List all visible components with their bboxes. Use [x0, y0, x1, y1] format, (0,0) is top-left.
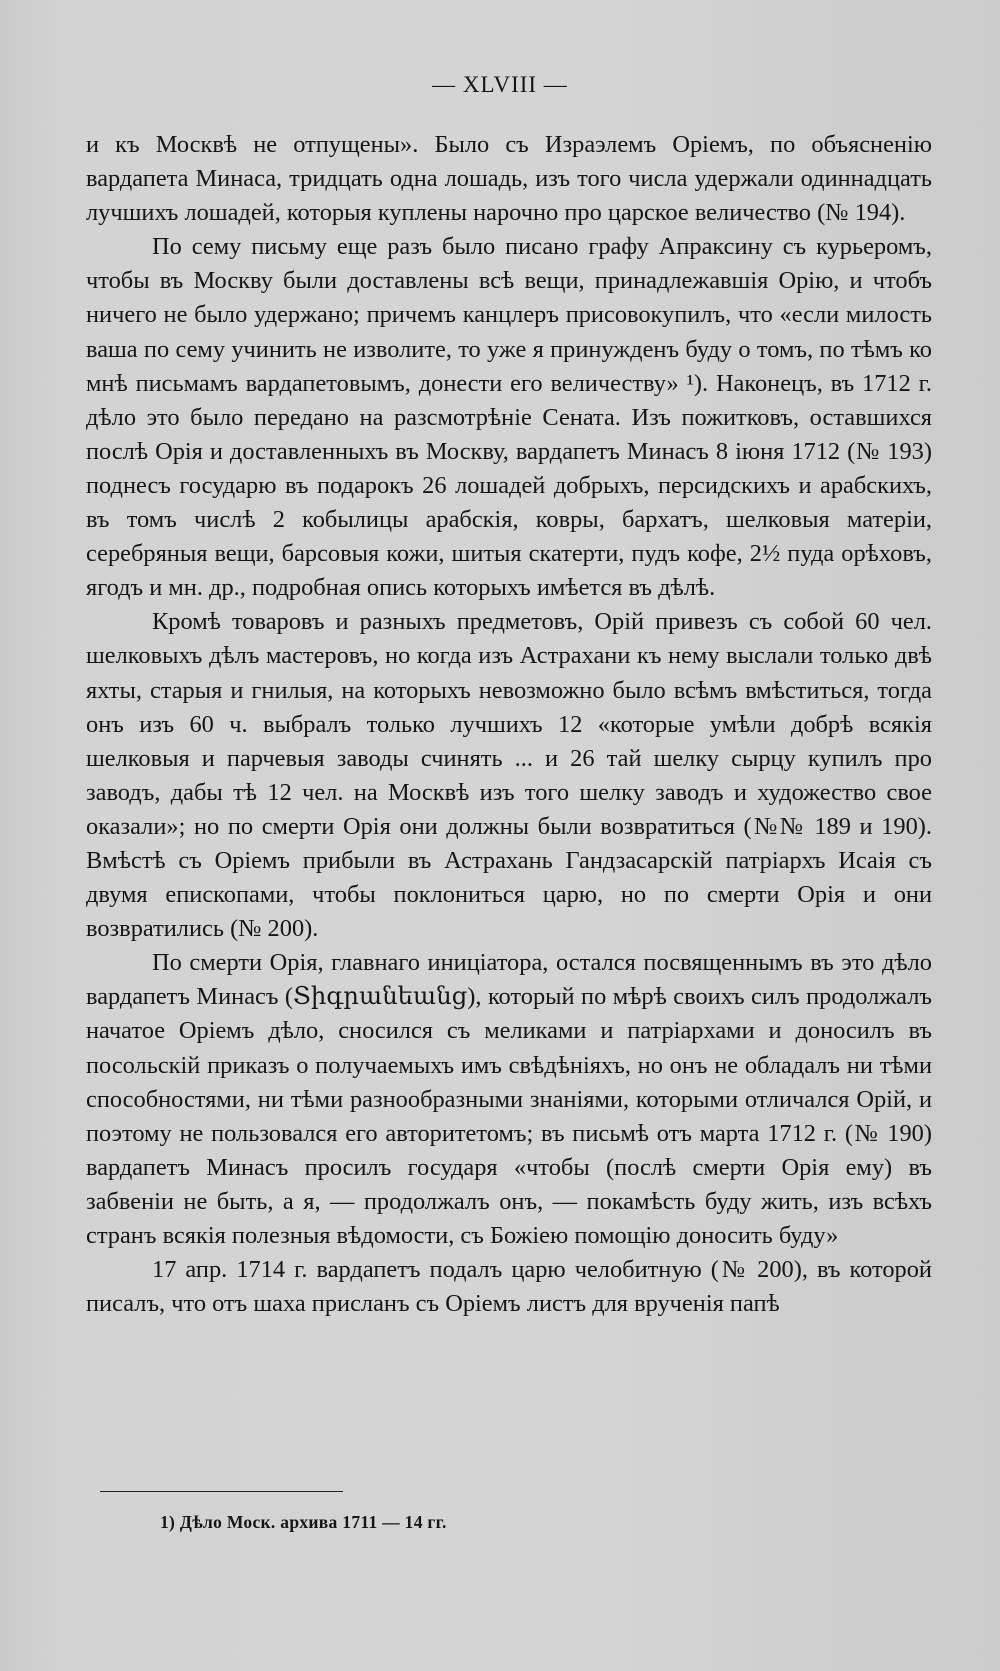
footnote-1: 1) Дѣло Моск. архива 1711 — 14 гг. — [160, 1512, 447, 1532]
paragraph-4: По смерти Орія, главнаго иниціатора, остался посвященнымъ въ это дѣло вардапетъ Минасъ (Տիգրանեանց), который по мѣрѣ своихъ силъ продолжалъ начатое Оріемъ дѣло, сносился съ меликами и патріархами и доносилъ въ посольскій приказъ о получаемыхъ имъ свѣдѣніяхъ, но онъ не обладалъ ни тѣми способностями, ни тѣми разнообразными знаніями, которыми отличался Орій, и поэтому не пользовался его авторитетомъ; въ письмѣ отъ марта 1712 г. (№ 190) вардапетъ Минасъ просилъ государя «чтобы (послѣ смерти Орія ему) въ забвеніи не быть, а я, — продолжалъ онъ, — покамѣсть буду жить, изъ всѣхъ странъ всякія полезныя вѣдомости, съ Божіею помощію доносить буду» — [86, 949, 932, 1249]
paragraph-3: Кромѣ товаровъ и разныхъ предметовъ, Орій привезъ съ собой 60 чел. шелковыхъ дѣлъ мастеровъ, но когда изъ Астрахани къ нему выслали только двѣ яхты, старыя и гнилыя, на которыхъ невозможно было всѣмъ вмѣститься, тогда онъ изъ 60 ч. выбралъ только лучшихъ 12 «которые умѣли добрѣ всякія шелковыя и парчевыя заводы счинять ... и 26 тай шелку сырцу купилъ про заводъ, дабы тѣ 12 чел. на Москвѣ изъ того шелку заводъ и художество свое оказали»; но по смерти Орія они должны были возвратиться (№№ 189 и 190). Вмѣстѣ съ Оріемъ прибыли въ Астрахань Гандзасарскій патріархъ Исаія съ двумя епископами, чтобы поклониться царю, но по смерти Орія и они возвратились (№ 200). — [86, 608, 932, 943]
footnote-divider — [100, 1491, 343, 1492]
main-text-block — [86, 128, 932, 1321]
running-head-page-number: — XLVIII — — [432, 72, 568, 97]
paragraph-5: 17 апр. 1714 г. вардапетъ подалъ царю челобитную (№ 200), въ которой писалъ, что отъ шаха присланъ съ Оріемъ листъ для врученія папѣ — [86, 1256, 932, 1318]
paragraph-1: и къ Москвѣ не отпущены». Было съ Израэлемъ Оріемъ, по объясненію вардапета Минаса, тридцать одна лошадь, изъ того числа удержали одиннадцать лучшихъ лошадей, которыя куплены нарочно про царское величество (№ 194). — [86, 131, 932, 227]
paragraph-2: По сему письму еще разъ было писано графу Апраксину съ курьеромъ, чтобы въ Москву были доставлены всѣ вещи, принадлежавшія Орію, и чтобъ ничего не было удержано; причемъ канцлеръ присовокупилъ, что «если милость ваша по сему учинить не изволите, то уже я принужденъ буду о томъ, по тѣмъ ко мнѣ письмамъ вардапетовымъ, донести его величеству» ¹). Наконецъ, въ 1712 г. дѣло это было передано на разсмотрѣніе Сената. Изъ пожитковъ, оставшихся послѣ Орія и доставленныхъ въ Москву, вардапетъ Минасъ 8 іюня 1712 (№ 193) поднесъ государю въ подарокъ 26 лошадей добрыхъ, персидскихъ и арабскихъ, въ томъ числѣ 2 кобылицы арабскія, ковры, бархатъ, шелковыя матеріи, серебряныя вещи, барсовыя кожи, шитыя скатерти, пудъ кофе, 2½ пуда орѣховъ, ягодъ и мн. др., подробная опись которыхъ имѣется въ дѣлѣ. — [86, 233, 932, 602]
